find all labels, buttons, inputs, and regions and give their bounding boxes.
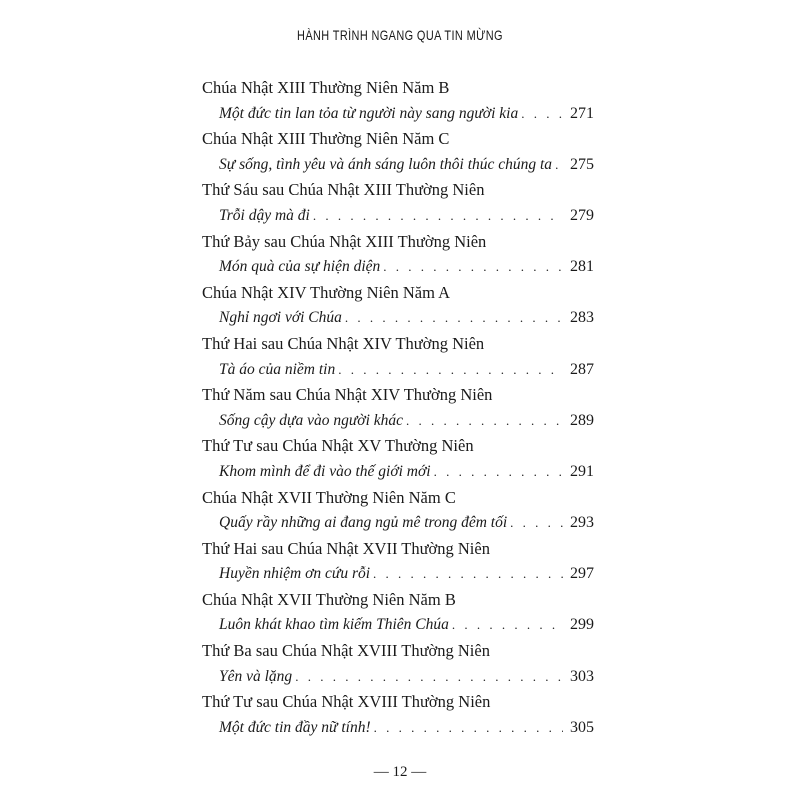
dot-leader bbox=[374, 715, 563, 741]
dot-leader bbox=[338, 357, 563, 383]
toc-line[interactable] bbox=[202, 510, 594, 536]
toc-entry bbox=[202, 75, 594, 126]
toc-heading: Thứ Hai sau Chúa Nhật XVII Thường Niên bbox=[202, 538, 490, 558]
dot-leader bbox=[452, 612, 563, 638]
toc-title: Huyền nhiệm ơn cứu rỗi bbox=[219, 565, 371, 583]
toc-entry bbox=[202, 331, 594, 382]
toc-title: Sự sống, tình yêu và ánh sáng luôn thôi thúc chúng ta bbox=[219, 155, 553, 173]
toc-line[interactable] bbox=[202, 305, 594, 331]
table-of-contents bbox=[202, 75, 594, 740]
toc-entry bbox=[202, 433, 594, 484]
toc-title: Một đức tin lan tỏa từ người này sang người kia bbox=[219, 104, 519, 122]
dot-leader bbox=[345, 305, 563, 331]
toc-heading: Thứ Ba sau Chúa Nhật XVIII Thường Niên bbox=[202, 641, 490, 661]
toc-page-number: 293 bbox=[570, 514, 594, 532]
toc-entry bbox=[202, 126, 594, 177]
toc-line[interactable] bbox=[202, 561, 594, 587]
running-header: HÀNH TRÌNH NGANG QUA TIN MỪNG bbox=[297, 27, 503, 43]
toc-title: Món quà của sự hiện diện bbox=[219, 258, 381, 276]
toc-line[interactable] bbox=[202, 357, 594, 383]
toc-line[interactable] bbox=[202, 459, 594, 485]
toc-heading: Chúa Nhật XIV Thường Niên Năm A bbox=[202, 282, 451, 302]
toc-line[interactable] bbox=[202, 101, 594, 127]
toc-page-number: 289 bbox=[570, 411, 594, 429]
toc-entry bbox=[202, 485, 594, 536]
dot-leader bbox=[521, 101, 563, 127]
toc-line[interactable] bbox=[202, 408, 594, 434]
toc-page-number: 271 bbox=[570, 104, 594, 122]
toc-title: Yên và lặng bbox=[219, 667, 293, 685]
toc-heading: Chúa Nhật XVII Thường Niên Năm B bbox=[202, 589, 456, 609]
toc-heading: Chúa Nhật XIII Thường Niên Năm C bbox=[202, 129, 450, 149]
toc-entry bbox=[202, 638, 594, 689]
toc-title: Sống cậy dựa vào người khác bbox=[219, 411, 404, 429]
dot-leader bbox=[373, 561, 563, 587]
dot-leader bbox=[313, 203, 563, 229]
toc-title: Một đức tin đầy nữ tính! bbox=[219, 718, 371, 736]
dot-leader bbox=[434, 459, 563, 485]
toc-title: Nghỉ ngơi với Chúa bbox=[219, 309, 342, 327]
toc-page-number: 305 bbox=[570, 718, 594, 736]
toc-title: Tà áo của niềm tin bbox=[219, 360, 336, 378]
toc-title: Luôn khát khao tìm kiếm Thiên Chúa bbox=[219, 616, 449, 634]
toc-entry bbox=[202, 587, 594, 638]
toc-heading: Thứ Sáu sau Chúa Nhật XIII Thường Niên bbox=[202, 180, 485, 200]
toc-heading: Thứ Hai sau Chúa Nhật XIV Thường Niên bbox=[202, 333, 485, 353]
dot-leader bbox=[510, 510, 563, 536]
toc-line[interactable] bbox=[202, 152, 594, 178]
toc-page-number: 281 bbox=[570, 258, 594, 276]
toc-page-number: 279 bbox=[570, 206, 594, 224]
toc-entry bbox=[202, 177, 594, 228]
toc-line[interactable] bbox=[202, 612, 594, 638]
toc-heading: Thứ Bảy sau Chúa Nhật XIII Thường Niên bbox=[202, 231, 487, 251]
toc-heading: Thứ Tư sau Chúa Nhật XV Thường Niên bbox=[202, 436, 474, 456]
toc-line[interactable] bbox=[202, 715, 594, 741]
toc-line[interactable] bbox=[202, 254, 594, 280]
page-number: — 12 — bbox=[373, 764, 427, 780]
toc-heading: Thứ Tư sau Chúa Nhật XVIII Thường Niên bbox=[202, 692, 491, 712]
toc-title: Trỗi dậy mà đi bbox=[219, 206, 310, 224]
dot-leader bbox=[406, 408, 563, 434]
toc-heading: Chúa Nhật XVII Thường Niên Năm C bbox=[202, 487, 456, 507]
toc-page-number: 299 bbox=[570, 616, 594, 634]
toc-heading: Chúa Nhật XIII Thường Niên Năm B bbox=[202, 78, 450, 97]
toc-entry bbox=[202, 536, 594, 587]
toc-entry bbox=[202, 280, 594, 331]
toc-entry bbox=[202, 382, 594, 433]
toc-entry bbox=[202, 229, 594, 280]
toc-page-number: 297 bbox=[570, 565, 594, 583]
toc-heading: Thứ Năm sau Chúa Nhật XIV Thường Niên bbox=[202, 385, 493, 405]
toc-page-number: 275 bbox=[570, 155, 594, 173]
toc-title: Quấy rầy những ai đang ngủ mê trong đêm tối bbox=[219, 514, 508, 532]
toc-line[interactable] bbox=[202, 664, 594, 690]
toc-page-number: 287 bbox=[570, 360, 594, 378]
dot-leader bbox=[555, 152, 563, 178]
toc-page-number: 291 bbox=[570, 462, 594, 480]
dot-leader bbox=[383, 254, 563, 280]
toc-line[interactable] bbox=[202, 203, 594, 229]
toc-entry bbox=[202, 689, 594, 740]
toc-title: Khom mình để đi vào thế giới mới bbox=[219, 462, 431, 480]
dot-leader bbox=[295, 664, 563, 690]
toc-page-number: 283 bbox=[570, 309, 594, 327]
toc-page-number: 303 bbox=[570, 667, 594, 685]
